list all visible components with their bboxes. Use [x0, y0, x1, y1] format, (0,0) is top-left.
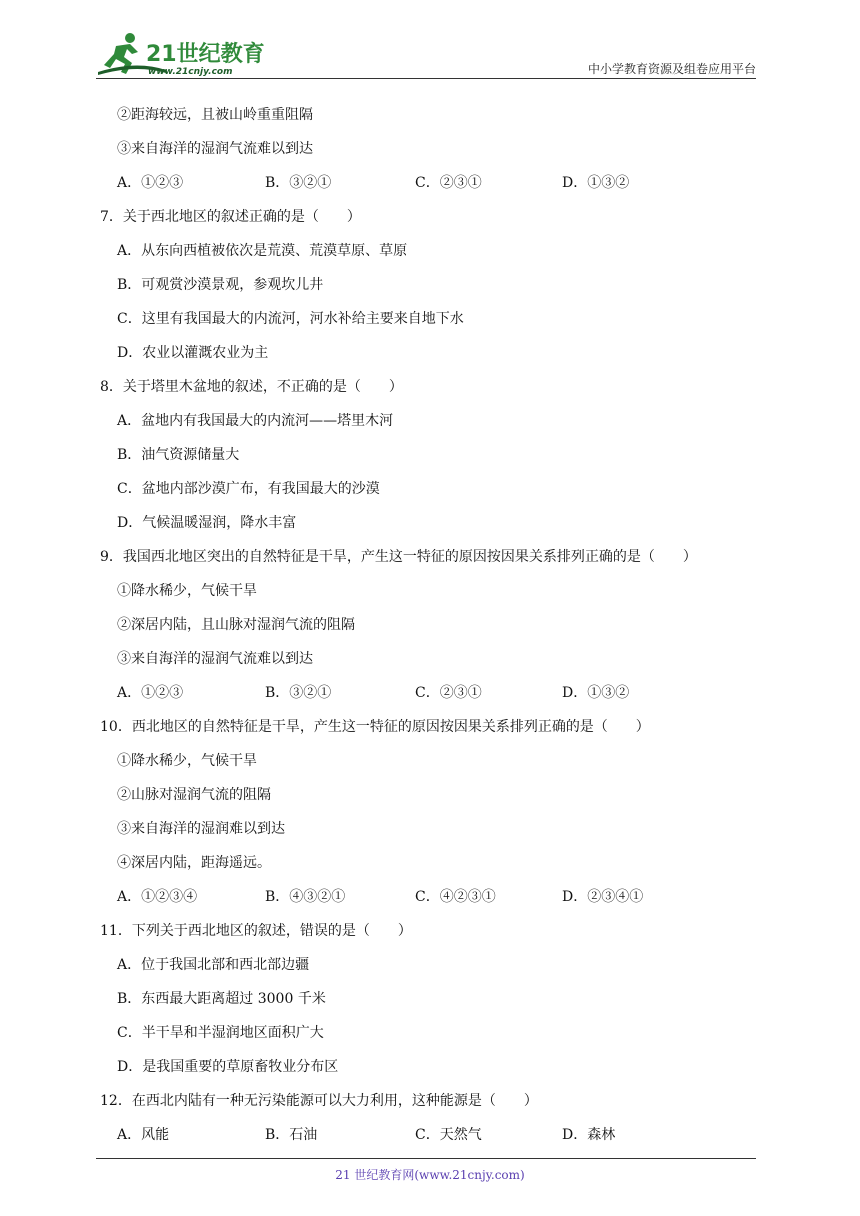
q7-option-a: A．从东向西植被依次是荒漠、荒漠草原、草原	[117, 243, 408, 259]
q10-item-3: ③来自海洋的湿润难以到达	[117, 821, 285, 837]
q10-item-2: ②山脉对湿润气流的阻隔	[117, 787, 271, 803]
logo-title: 21世纪教育	[146, 42, 265, 67]
q9-item-2: ②深居内陆，且山脉对湿润气流的阻隔	[117, 617, 355, 633]
q6-item-3: ③来自海洋的湿润气流难以到达	[117, 141, 313, 157]
q9-item-1: ①降水稀少，气候干旱	[117, 583, 257, 599]
q9-option-b: B．③②①	[265, 685, 332, 701]
header-divider	[96, 78, 756, 79]
q9-options-row	[100, 676, 760, 710]
q11-option-a: A．位于我国北部和西北部边疆	[117, 957, 310, 973]
q10-option-b: B．④③②①	[265, 889, 346, 905]
q11-option-c: C．半干旱和半湿润地区面积广大	[117, 1025, 324, 1041]
q12-stem: 12．在西北内陆有一种无污染能源可以大力利用，这种能源是（ ）	[100, 1093, 538, 1109]
q7-option-d: D．农业以灌溉农业为主	[117, 345, 269, 361]
page-header	[96, 30, 756, 80]
q9-option-c: C．②③①	[415, 685, 482, 701]
q9-option-d: D．①③②	[562, 685, 630, 701]
q9-item-3: ③来自海洋的湿润气流难以到达	[117, 651, 313, 667]
q9-option-a: A．①②③	[117, 685, 184, 701]
q12-option-d: D．森林	[562, 1127, 616, 1143]
q10-item-4: ④深居内陆，距海遥远。	[117, 855, 271, 871]
q7-option-b: B．可观赏沙漠景观，参观坎儿井	[117, 277, 324, 293]
q10-option-d: D．②③④①	[562, 889, 644, 905]
q6-option-d: D．①③②	[562, 175, 630, 191]
q8-option-c: C．盆地内部沙漠广布，有我国最大的沙漠	[117, 481, 380, 497]
q9-stem: 9．我国西北地区突出的自然特征是干旱，产生这一特征的原因按因果关系排列正确的是（ ）	[100, 549, 697, 565]
q12-option-b: B．石油	[265, 1127, 318, 1143]
logo-url: www.21cnjy.com	[148, 67, 233, 77]
q7-stem: 7．关于西北地区的叙述正确的是（ ）	[100, 209, 361, 225]
q8-option-d: D．气候温暖湿润，降水丰富	[117, 515, 297, 531]
q8-option-a: A．盆地内有我国最大的内流河——塔里木河	[117, 413, 394, 429]
q12-option-c: C．天然气	[415, 1127, 482, 1143]
q12-options-row	[100, 1118, 760, 1152]
platform-name: 中小学教育资源及组卷应用平台	[587, 62, 756, 76]
q7-option-c: C．这里有我国最大的内流河，河水补给主要来自地下水	[117, 311, 464, 327]
q8-stem: 8．关于塔里木盆地的叙述，不正确的是（ ）	[100, 379, 403, 395]
q8-option-b: B．油气资源储量大	[117, 447, 240, 463]
q6-option-a: A．①②③	[117, 175, 184, 191]
q6-option-b: B．③②①	[265, 175, 332, 191]
question-list	[100, 98, 760, 1152]
site-logo	[96, 30, 266, 78]
q10-item-1: ①降水稀少，气候干旱	[117, 753, 257, 769]
q11-option-b: B．东西最大距离超过 3000 千米	[117, 991, 326, 1007]
q10-options-row	[100, 880, 760, 914]
q10-option-c: C．④②③①	[415, 889, 496, 905]
footer-text: 21 世纪教育网(www.21cnjy.com)	[335, 1168, 525, 1182]
q6-option-c: C．②③①	[415, 175, 482, 191]
q12-option-a: A．风能	[117, 1127, 170, 1143]
q6-item-2: ②距海较远，且被山岭重重阻隔	[117, 107, 313, 123]
q6-options-row	[100, 166, 760, 200]
q11-stem: 11．下列关于西北地区的叙述，错误的是（ ）	[100, 923, 412, 939]
q11-option-d: D．是我国重要的草原畜牧业分布区	[117, 1059, 339, 1075]
q10-option-a: A．①②③④	[117, 889, 198, 905]
q10-stem: 10．西北地区的自然特征是干旱，产生这一特征的原因按因果关系排列正确的是（ ）	[100, 719, 650, 735]
footer-divider	[96, 1158, 756, 1159]
